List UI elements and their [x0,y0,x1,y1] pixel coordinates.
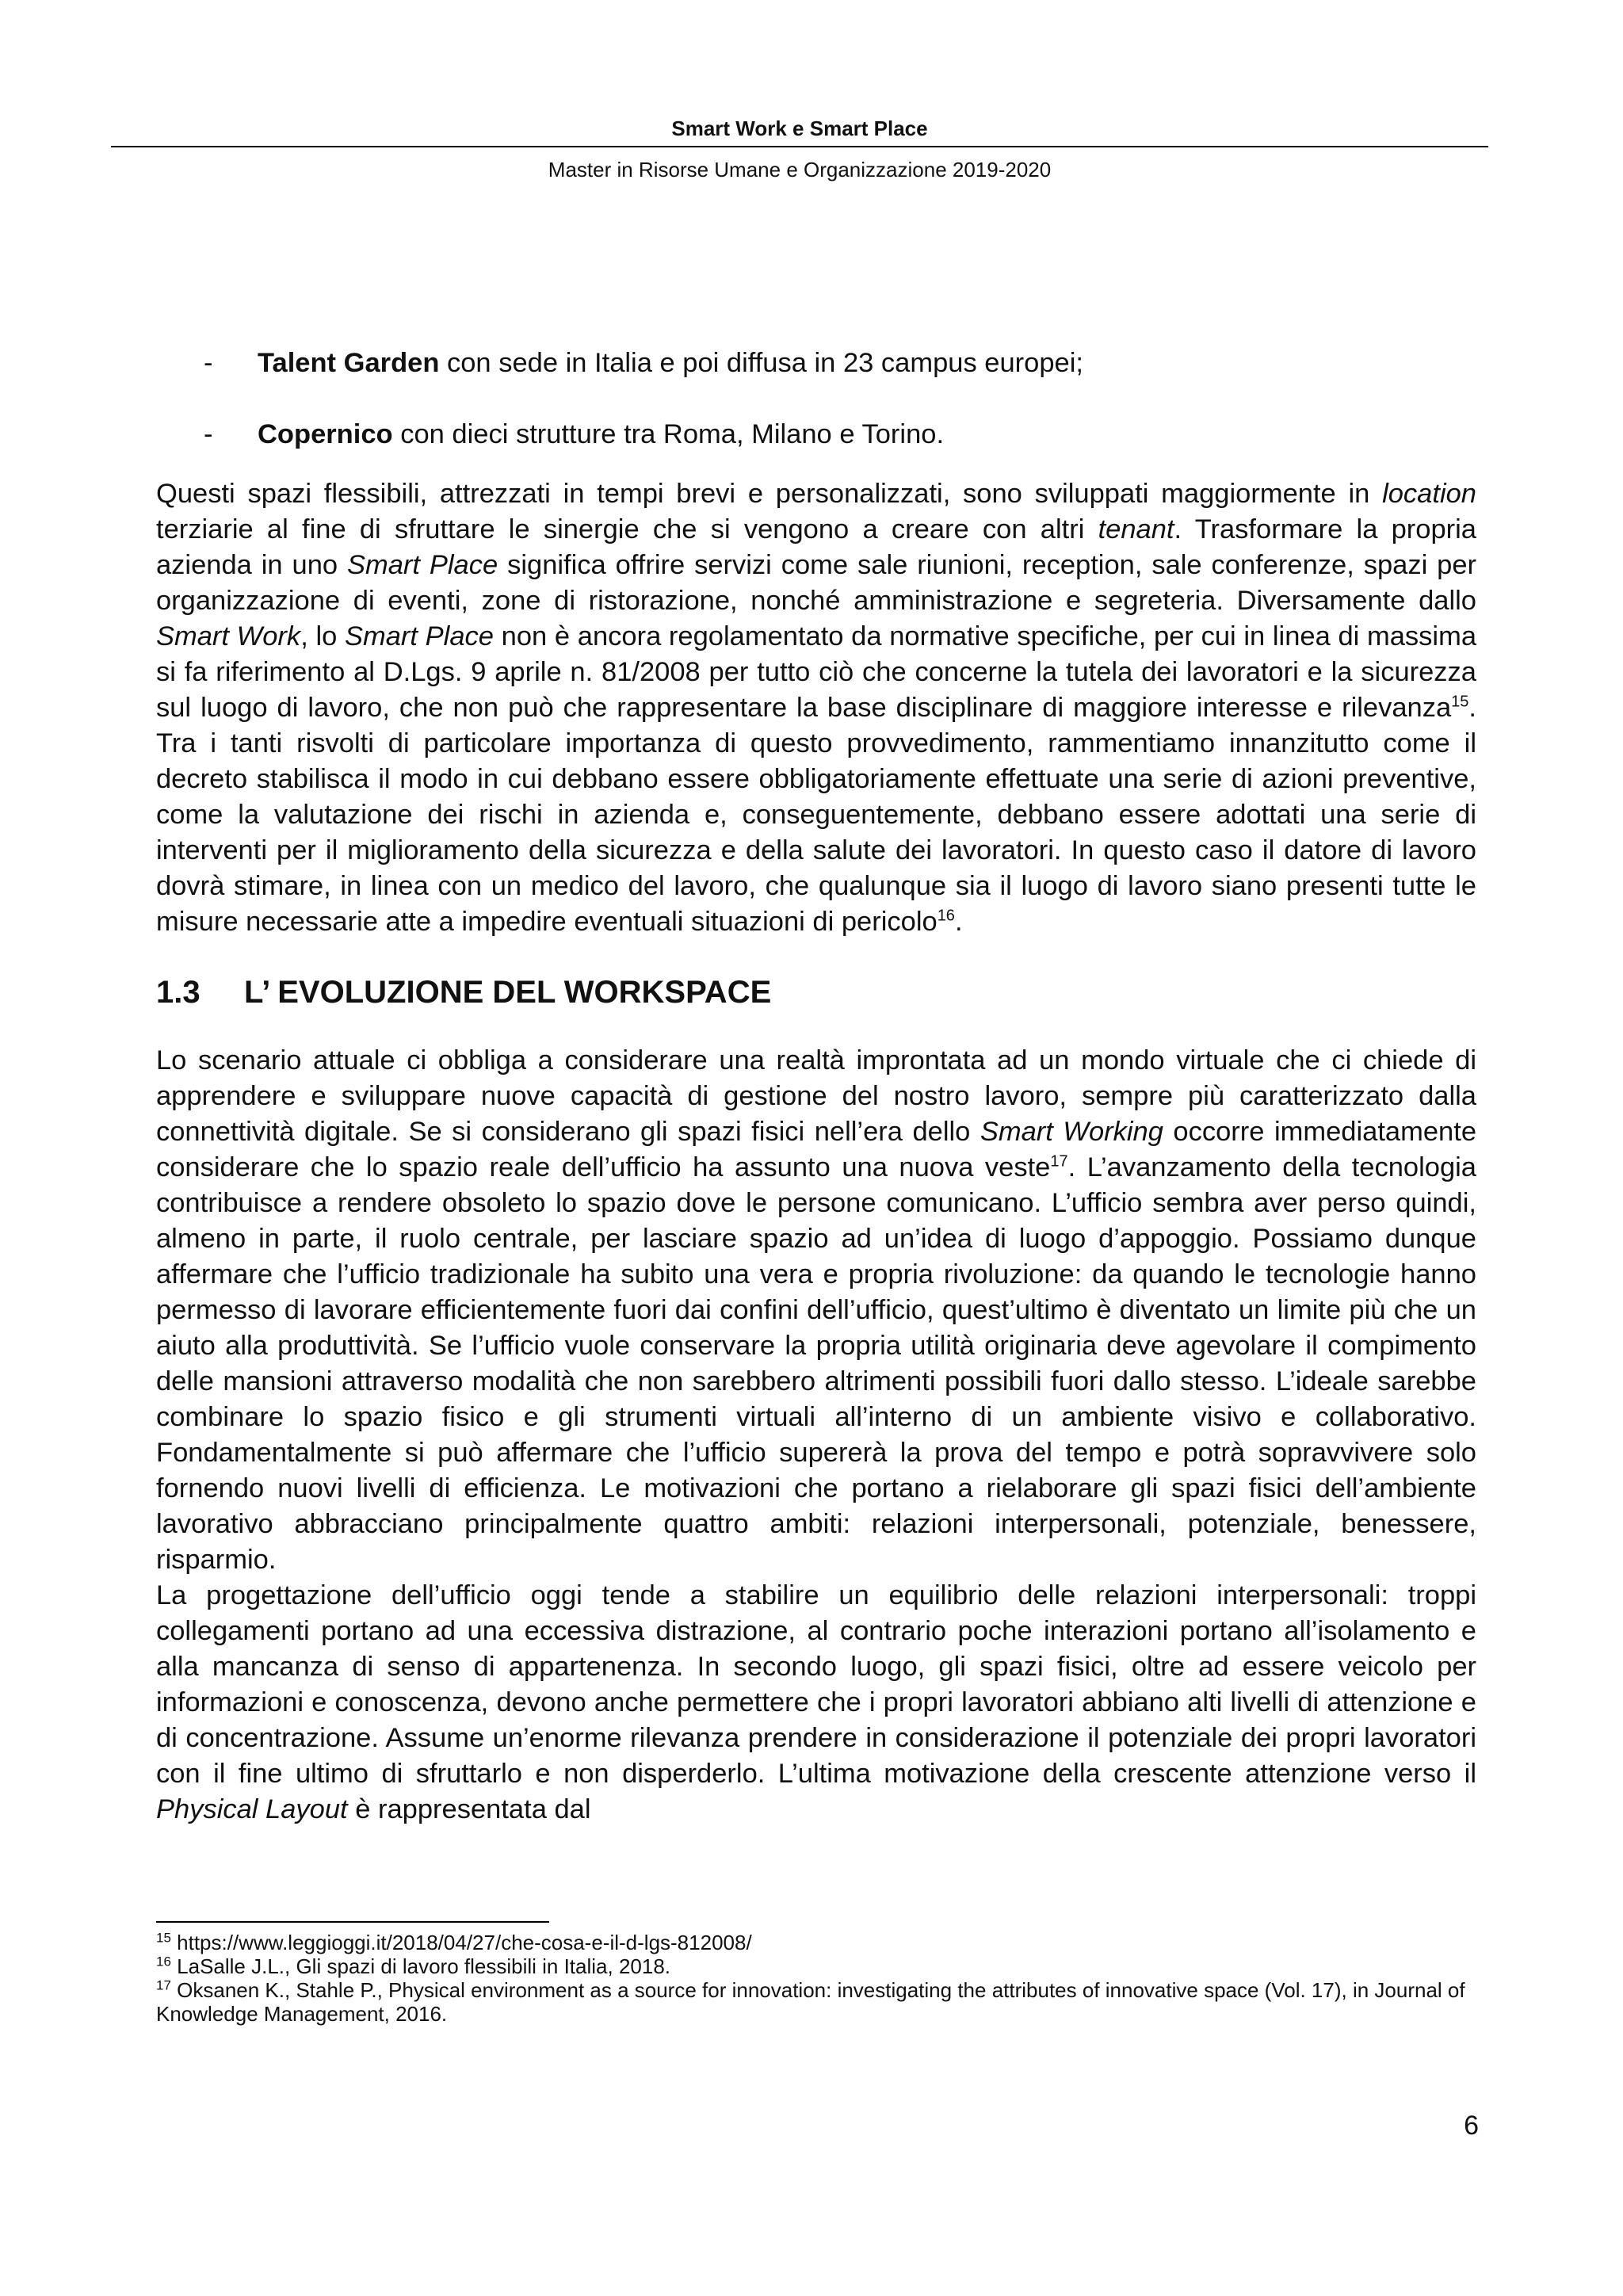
list-item [156,346,1476,381]
text-run: è rappresentata dal [347,1794,591,1824]
text-run: terziarie al fine di sfruttare le sinergie che si vengono a creare con altri [156,514,1098,544]
paragraph-smart-place [156,476,1476,940]
text-run: , lo [300,621,345,651]
footnote-ref[interactable]: 16 [937,907,955,925]
footnote-number: 16 [156,1954,171,1969]
italic-run: Physical Layout [156,1794,348,1824]
italic-run: Smart Work [156,621,301,651]
footnotes [156,1931,1476,2026]
italic-run: Smart Place [344,621,494,651]
text-run: Questi spazi flessibili, attrezzati in tempi brevi e personalizzati, sono sviluppati maggiormente in [156,479,1383,509]
list-item [156,417,1476,453]
text-run: significa offrire servizi come sale riunioni, reception, sale conferenze, spazi per organizzazione di eventi, zone di ristorazione, nonché amministrazione e segreteria. Diversamente dallo [156,550,1476,616]
footnote-ref[interactable]: 15 [1451,693,1469,711]
bullet-dash: - [204,419,213,449]
footnote-text: LaSalle J.L., Gli spazi di lavoro flessibili in Italia, 2018. [170,1954,671,1978]
list-item-text: con sede in Italia e poi diffusa in 23 campus europei; [439,348,1083,378]
list-item-name: Talent Garden [258,348,440,378]
text-run: La progettazione dell’ufficio oggi tende a stabilire un equilibrio delle relazioni interpersonali: troppi collegamenti portano ad una eccessiva distrazione, al contrario poche interazioni portano all’isolamento e alla mancanza di senso di appartenenza. In secondo luogo, gli spazi fisici, oltre ad essere veicolo per informazioni e conoscenza, devono anche permettere che i propri lavoratori abbiano alti livelli di attenzione e di concentrazione. Assume un’enorme rilevanza prendere in considerazione il potenziale dei propri lavoratori con il fine ultimo di sfruttarlo e non disperderlo. L’ultima motivazione della crescente attenzione verso il [156,1580,1476,1789]
section-heading [156,972,1476,1013]
text-run: Lo scenario attuale ci obbliga a considerare una realtà improntata ad un mondo virtuale che ci chiede di apprendere e sviluppare nuove capacità di gestione del nostro lavoro, sempre più caratterizzato dalla connettività digitale. Se si considerano gli spazi fisici nell’era dello [156,1045,1476,1147]
footnote-separator [156,1921,549,1923]
footnote-item [156,1978,1476,2026]
section-number: 1.3 [156,975,200,1010]
footnote-text[interactable]: https://www.leggioggi.it/2018/04/27/che-cosa-e-il-d-lgs-812008/ [170,1931,752,1954]
campus-list [156,346,1476,453]
text-run: occorre immediatamente considerare che lo spazio reale dell’ufficio ha assunto una nuova veste [156,1117,1477,1182]
section-title: L’ EVOLUZIONE DEL WORKSPACE [244,975,772,1010]
footnote-ref[interactable]: 17 [1050,1152,1068,1171]
running-title: Smart Work e Smart Place [111,116,1488,147]
text-run: . [954,907,963,937]
main-content [156,346,1476,1828]
footnote-text: Oksanen K., Stahle P., Physical environment as a source for innovation: investigating the attributes of innovative space (Vol. 17), in Journal of Knowledge Management, 2016. [156,1978,1465,2026]
footnote-number: 15 [156,1930,171,1946]
italic-run: Smart Place [346,550,498,580]
footnote-item [156,1954,1476,1978]
page-number: 6 [1464,2111,1479,2141]
list-item-text: con dieci strutture tra Roma, Milano e Torino. [392,419,945,449]
page-header [111,116,1488,182]
paragraph-design [156,1578,1476,1828]
text-run: non è ancora regolamentato da normative specifiche, per cui in linea di massima si fa riferimento al D.Lgs. 9 aprile n. 81/2008 per tutto ciò che concerne la tutela dei lavoratori e la sicurezza sul luogo di lavoro, che non può che rappresentare la base disciplinare di maggiore interesse e rilevanza [156,621,1477,723]
text-run: . Tra i tanti risvolti di particolare importanza di questo provvedimento, rammentiamo innanzitutto come il decreto stabilisca il modo in cui debbano essere obbligatoriamente effettuate una serie di azioni preventive, come la valutazione dei rischi in azienda e, conseguentemente, debbano essere adottati una serie di interventi per il miglioramento della sicurezza e della salute dei lavoratori. In questo caso il datore di lavoro dovrà stimare, in linea con un medico del lavoro, che qualunque sia il luogo di lavoro siano presenti tutte le misure necessarie atte a impedire eventuali situazioni di pericolo [156,693,1476,937]
running-subtitle: Master in Risorse Umane e Organizzazione 2019-2020 [548,158,1052,181]
italic-run: location [1382,479,1476,509]
italic-run: Smart Working [980,1117,1163,1147]
paragraph-workspace [156,1043,1476,1578]
footnote-item [156,1931,1476,1954]
text-run: . Trasformare la propria azienda in uno [156,514,1476,580]
text-run: . L’avanzamento della tecnologia contribuisce a rendere obsoleto lo spazio dove le persone comunicano. L’ufficio sembra aver perso quindi, almeno in parte, il ruolo centrale, per lasciare spazio ad un’idea di luogo d’appoggio. Possiamo dunque affermare che l’ufficio tradizionale ha subito una vera e propria rivoluzione: da quando le tecnologie hanno permesso di lavorare efficientemente fuori dai confini dell’ufficio, quest’ultimo è diventato un limite più che un aiuto alla produttività. Se l’ufficio vuole conservare la propria utilità originaria deve agevolare il compimento delle mansioni attraverso modalità che non sarebbero altrimenti possibili fuori dallo stesso. L’ideale sarebbe combinare lo spazio fisico e gli strumenti virtuali all’interno di un ambiente visivo e collaborativo. Fondamentalmente si può affermare che l’ufficio supererà la prova del tempo e potrà sopravvivere solo fornendo nuovi livelli di efficienza. Le motivazioni che portano a rielaborare gli spazi fisici dell’ambiente lavorativo abbracciano principalmente quattro ambiti: relazioni interpersonali, potenziale, benessere, risparmio. [156,1152,1476,1575]
footnote-number: 17 [156,1977,171,1993]
bullet-dash: - [204,348,213,378]
italic-run: tenant [1098,514,1174,544]
list-item-name: Copernico [258,419,393,449]
